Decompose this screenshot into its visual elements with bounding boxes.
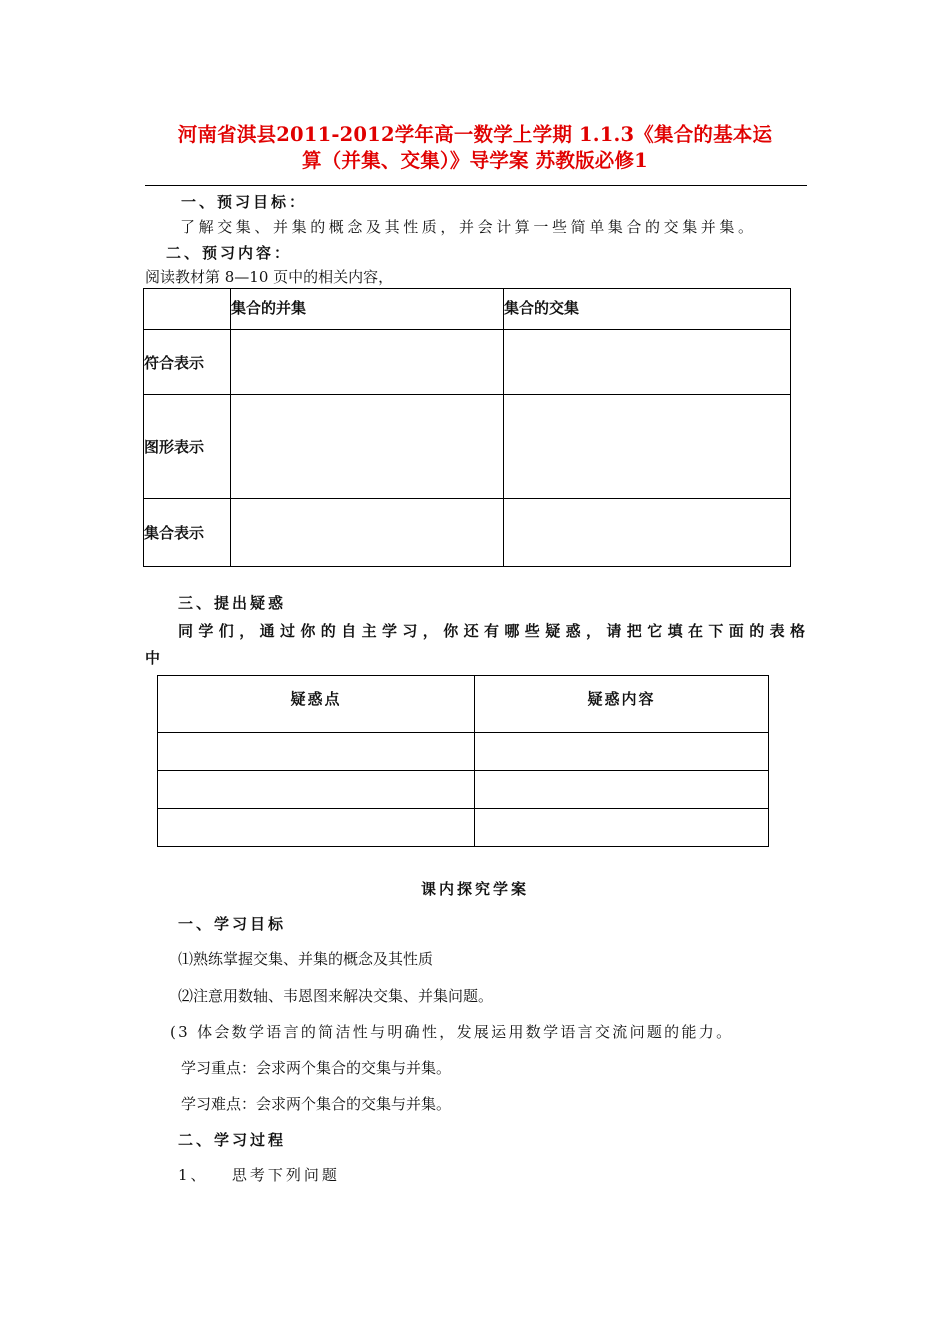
questions-text-line1: 同学们，通过你的自主学习，你还有哪些疑惑，请把它填在下面的表格 <box>178 622 811 640</box>
questions-table-cell[interactable] <box>158 809 475 847</box>
preview-table-corner <box>144 289 231 330</box>
preview-table-cell[interactable] <box>231 499 504 567</box>
document-title-line1: 河南省淇县2011-2012学年高一数学上学期 1.1.3《集合的基本运 <box>177 123 773 146</box>
preview-goal-text: 了解交集、并集的概念及其性质，并会计算一些简单集合的交集并集。 <box>180 218 757 236</box>
preview-table-row-label: 图形表示 <box>144 395 231 499</box>
questions-table-cell[interactable] <box>158 771 475 809</box>
preview-table-cell[interactable] <box>504 395 791 499</box>
preview-table-cell[interactable] <box>231 330 504 395</box>
document-title-line2: 算（并集、交集）》导学案 苏教版必修1 <box>302 149 648 172</box>
preview-table-header-intersection: 集合的交集 <box>504 289 791 330</box>
learning-goals-heading: 一、学习目标 <box>178 915 287 933</box>
questions-heading: 三、提出疑惑 <box>178 594 287 612</box>
preview-table-header-union: 集合的并集 <box>231 289 504 330</box>
preview-table-row-label: 集合表示 <box>144 499 231 567</box>
title-divider <box>145 185 807 186</box>
learning-focus: 学习重点：会求两个集合的交集与并集。 <box>181 1059 452 1077</box>
learning-goal-1: ⑴熟练掌握交集、并集的概念及其性质 <box>178 950 434 968</box>
preview-table <box>143 288 791 567</box>
questions-table-cell[interactable] <box>475 733 769 771</box>
preview-content-text: 阅读教材第 8—10 页中的相关内容， <box>145 268 394 286</box>
questions-table-cell[interactable] <box>158 733 475 771</box>
learning-goal-3: (3 体会数学语言的简洁性与明确性，发展运用数学语言交流问题的能力。 <box>170 1023 734 1041</box>
preview-content-heading: 二、预习内容： <box>166 244 293 262</box>
questions-text-line2: 中 <box>145 649 164 667</box>
learning-difficulty: 学习难点：会求两个集合的交集与并集。 <box>181 1095 452 1113</box>
preview-table-cell[interactable] <box>504 499 791 567</box>
preview-table-cell[interactable] <box>231 395 504 499</box>
questions-table <box>157 675 769 847</box>
questions-table-cell[interactable] <box>475 771 769 809</box>
questions-table-header-content: 疑惑内容 <box>475 676 769 733</box>
learning-goal-2: ⑵注意用数轴、韦恩图来解决交集、并集问题。 <box>178 987 494 1005</box>
questions-table-header-point: 疑惑点 <box>158 676 475 733</box>
in-class-title: 课内探究学案 <box>420 880 529 898</box>
preview-table-row-label: 符合表示 <box>144 330 231 395</box>
preview-table-cell[interactable] <box>504 330 791 395</box>
learning-step-1: 1、 思考下列问题 <box>178 1166 340 1184</box>
questions-table-cell[interactable] <box>475 809 769 847</box>
learning-process-heading: 二、学习过程 <box>178 1131 287 1149</box>
preview-goal-heading: 一、预习目标： <box>181 193 308 211</box>
